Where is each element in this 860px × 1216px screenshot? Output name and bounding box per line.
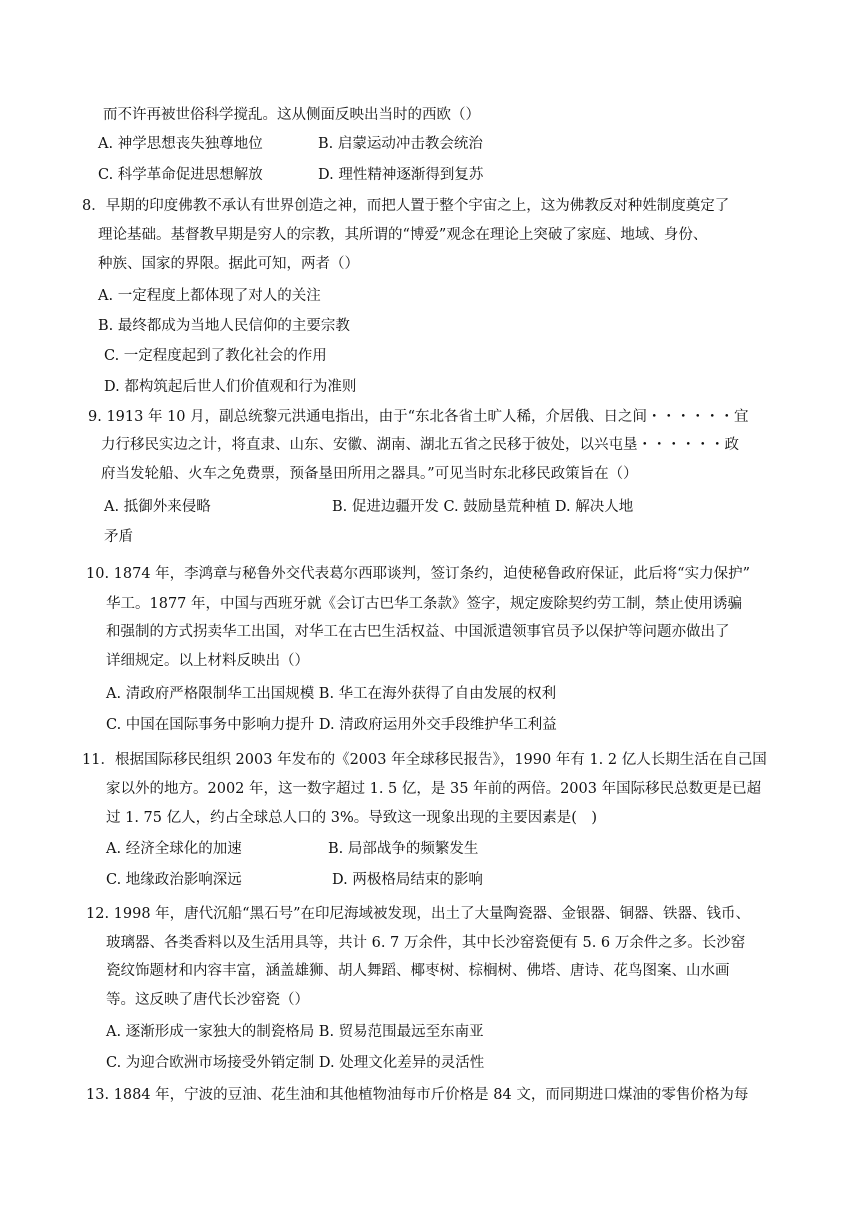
q12-options-cd: C. 为迎合欧洲市场接受外销定制 D. 处理文化差异的灵活性 — [106, 1055, 485, 1071]
q9-option-a: A. 抵御外来侵略 — [104, 499, 211, 515]
q10-stem-line-1: 10. 1874 年，李鸿章与秘鲁外交代表葛尔西耶谈判，签订条约，迫使秘鲁政府保证，此后将“实力保护” — [86, 566, 751, 582]
q9-stem-line-3: 府当发轮船、火车之免费票，预备垦田所用之器具。”可见当时东北移民政策旨在（） — [101, 466, 638, 482]
q11-stem-line-2: 家以外的地方。2002 年，这一数字超过 1. 5 亿，是 35 年前的两倍。2003 年国际移民总数更是已超 — [106, 781, 762, 797]
q7-option-d: D. 理性精神逐渐得到复苏 — [318, 167, 484, 183]
q10-options-cd: C. 中国在国际事务中影响力提升 D. 清政府运用外交手段维护华工利益 — [106, 717, 557, 733]
q10-stem-line-3: 和强制的方式拐卖华工出国，对华工在古巴生活权益、中国派遣领事官员予以保护等问题亦做出了 — [106, 624, 730, 640]
q7-option-b: B. 启蒙运动冲击教会统治 — [318, 136, 483, 152]
q10-stem-line-2: 华工。1877 年，中国与西班牙就《会订古巴华工条款》签字，规定废除契约劳工制，禁止使用诱骗 — [106, 596, 743, 612]
q8-stem-line-1: 8．早期的印度佛教不承认有世界创造之神，而把人置于整个宇宙之上，这为佛教反对种姓制度奠定了 — [82, 198, 730, 214]
q11-stem-line-3: 过 1. 75 亿人，约占全球总人口的 3%。导致这一现象出现的主要因素是( ) — [106, 810, 598, 826]
q10-stem-line-4: 详细规定。以上材料反映出（） — [106, 653, 309, 669]
q9-stem-line-2: 力行移民实边之计，将直隶、山东、安徽、湖南、湖北五省之民移于彼处，以兴屯垦・・・・・・政 — [101, 437, 739, 453]
q13-stem-line-1: 13. 1884 年，宁波的豆油、花生油和其他植物油每市斤价格是 84 文，而同期进口煤油的零售价格为每 — [86, 1087, 749, 1103]
q12-stem-line-2: 玻璃器、各类香料以及生活用具等，共计 6. 7 万余件，其中长沙窑瓷便有 5. 6 万余件之多。长沙窑 — [106, 935, 746, 951]
q8-option-a: A. 一定程度上都体现了对人的关注 — [98, 288, 321, 304]
q10-options-ab: A. 清政府严格限制华工出国规模 B. 华工在海外获得了自由发展的权利 — [106, 686, 557, 702]
q11-option-d: D. 两极格局结束的影响 — [332, 872, 483, 888]
q12-stem-line-4: 等。这反映了唐代长沙窑瓷（） — [106, 992, 309, 1008]
q8-stem-line-2: 理论基础。基督教早期是穷人的宗教，其所谓的“博爱”观念在理论上突破了家庭、地域、身份、 — [98, 227, 708, 243]
q8-option-c: C. 一定程度起到了教化社会的作用 — [104, 348, 327, 364]
q8-option-b: B. 最终都成为当地人民信仰的主要宗教 — [98, 318, 350, 334]
q9-stem-line-1: 9. 1913 年 10 月，副总统黎元洪通电指出，由于“东北各省土旷人稀，介居俄、日之间・・・・・・宜 — [88, 409, 749, 425]
q9-options-bcd: B. 促进边疆开发 C. 鼓励垦荒种植 D. 解决人地 — [332, 499, 634, 515]
q7-option-a: A. 神学思想丧失独尊地位 — [98, 136, 263, 152]
q11-option-a: A. 经济全球化的加速 — [106, 841, 242, 857]
q7-option-c: C. 科学革命促进思想解放 — [98, 167, 263, 183]
q7-stem-continuation: 而不许再被世俗科学搅乱。这从侧面反映出当时的西欧（） — [103, 107, 480, 123]
q11-option-c: C. 地缘政治影响深远 — [106, 872, 242, 888]
q11-stem-line-1: 11．根据国际移民组织 2003 年发布的《2003 年全球移民报告》，1990 年有 1. 2 亿人长期生活在自己国 — [82, 752, 767, 768]
q11-option-b: B. 局部战争的频繁发生 — [328, 841, 479, 857]
q8-stem-line-3: 种族、国家的界限。据此可知，两者（） — [98, 256, 359, 272]
q12-stem-line-1: 12. 1998 年，唐代沉船“黑石号”在印尼海域被发现，出土了大量陶瓷器、金银器、铜器、铁器、钱币、 — [86, 906, 751, 922]
q8-option-d: D. 都构筑起后世人们价值观和行为准则 — [104, 379, 357, 395]
q9-option-d-continuation: 矛盾 — [104, 529, 133, 545]
q12-options-ab: A. 逐渐形成一家独大的制瓷格局 B. 贸易范围最远至东南亚 — [106, 1024, 484, 1040]
q12-stem-line-3: 瓷纹饰题材和内容丰富，涵盖雄狮、胡人舞蹈、椰枣树、棕榈树、佛塔、唐诗、花鸟图案、山水画 — [106, 963, 730, 979]
